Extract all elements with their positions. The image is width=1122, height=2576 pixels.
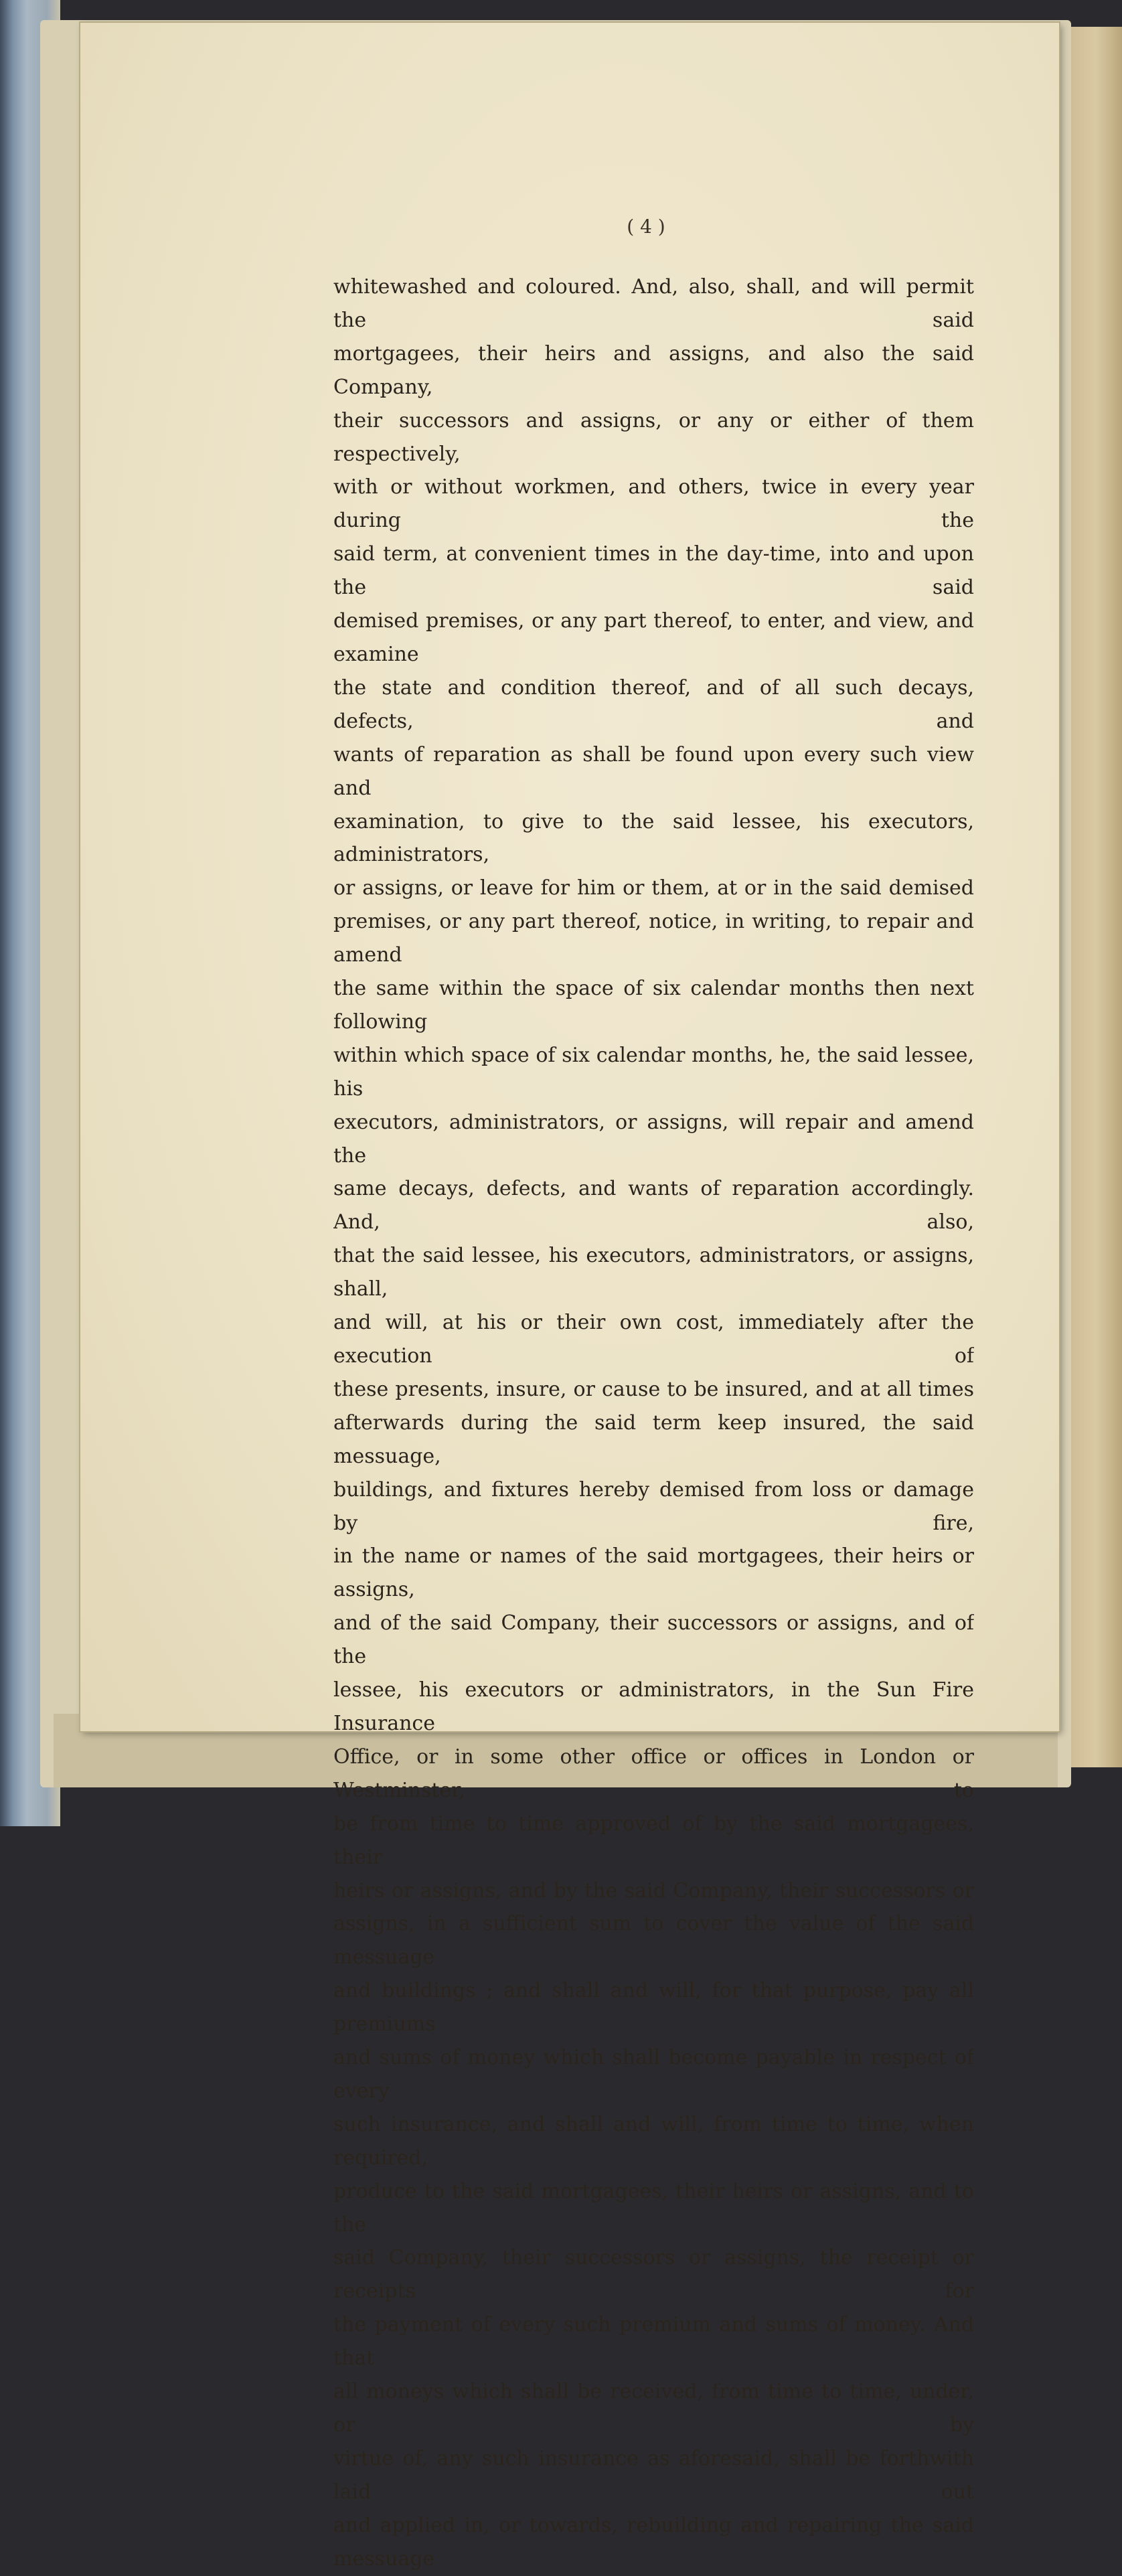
- text-line-content: said Company, their successors or assigns, the receipt or receipts for: [333, 2246, 974, 2304]
- text-line-content: such insurance, and shall and will, from time to time, when required,: [333, 2112, 974, 2170]
- text-line-content: within which space of six calendar months, he, the said lessee, his: [333, 1043, 974, 1101]
- text-line: [333, 805, 974, 872]
- text-line-content: the state and condition thereof, and of all such decays, defects, and: [333, 675, 974, 733]
- text-line: [333, 1807, 974, 1874]
- text-line: [333, 1406, 974, 1473]
- text-line: [333, 1907, 974, 1974]
- text-line-content: lessee, his executors or administrators, in the Sun Fire Insurance: [333, 1678, 974, 1735]
- text-line: [333, 2509, 974, 2576]
- text-line-content: examination, to give to the said lessee, his executors, administrators,: [333, 809, 974, 867]
- text-line: [333, 905, 974, 972]
- text-line-content: assigns, in a sufficient sum to cover the value of the said messuage: [333, 1912, 974, 1969]
- text-line: [333, 1874, 974, 1908]
- text-line: [333, 2041, 974, 2108]
- text-line-content: or assigns, or leave for him or them, at or in the said demised: [333, 876, 974, 900]
- text-line: [333, 1239, 974, 1306]
- text-line-content: all moneys which shall be received, from time to time, under, or by: [333, 2380, 974, 2437]
- text-line-content: and will, at his or their own cost, immediately after the execution of: [333, 1311, 974, 1368]
- page-number: ( 4 ): [627, 216, 665, 238]
- text-line: [333, 538, 974, 605]
- text-line: [333, 1373, 974, 1406]
- text-line-content: that the said lessee, his executors, administrators, or assigns, shall,: [333, 1244, 974, 1301]
- text-line: [333, 270, 974, 337]
- text-line: [333, 404, 974, 471]
- body-text: [333, 270, 974, 2576]
- text-line: [333, 2241, 974, 2308]
- text-line-content: and buildings ; and shall and will, for that purpose, pay all premiums: [333, 1979, 974, 2036]
- text-line-content: premises, or any part thereof, notice, in writing, to repair and amend: [333, 910, 974, 967]
- text-line-content: whitewashed and coloured. And, also, shall, and will permit the said: [333, 275, 974, 332]
- text-line-content: heirs or assigns, and by the said Company, their successors or: [333, 1878, 974, 1903]
- text-line-content: wants of reparation as shall be found upon every such view and: [333, 742, 974, 800]
- text-line-content: demised premises, or any part thereof, to enter, and view, and examine: [333, 609, 974, 666]
- text-line-content: virtue of, any such insurance as aforesaid, shall be forthwith laid out: [333, 2446, 974, 2504]
- text-line-content: Office, or in some other office or offices in London or Westminster, to: [333, 1745, 974, 1802]
- text-line: [333, 671, 974, 738]
- text-line: [333, 1674, 974, 1741]
- text-line-content: executors, administrators, or assigns, will repair and amend the: [333, 1110, 974, 1168]
- text-line-content: be from time to time approved of by the said mortgagees, their: [333, 1812, 974, 1869]
- text-line-content: the same within the space of six calendar months then next following: [333, 977, 974, 1034]
- text-line: [333, 1607, 974, 1674]
- text-line: [333, 1172, 974, 1239]
- text-line: [333, 1106, 974, 1173]
- text-line: [333, 2108, 974, 2175]
- text-line-content: and sums of money which shall become payable in respect of every: [333, 2046, 974, 2103]
- text-line: [333, 1974, 974, 2041]
- text-line-content: mortgagees, their heirs and assigns, and also the said Company,: [333, 341, 974, 399]
- text-line: [333, 2442, 974, 2509]
- text-line: [333, 1540, 974, 1607]
- text-line: [333, 972, 974, 1039]
- text-line-content: and of the said Company, their successors or assigns, and of the: [333, 1611, 974, 1669]
- text-line-content: with or without workmen, and others, twice in every year during the: [333, 475, 974, 533]
- text-line-content: produce to the said mortgagees, their heirs or assigns, and to the: [333, 2179, 974, 2237]
- text-line: [333, 471, 974, 538]
- text-line-content: buildings, and fixtures hereby demised from loss or damage by fire,: [333, 1477, 974, 1535]
- text-line-content: the payment of every such premium and sums of money. And that: [333, 2313, 974, 2370]
- text-line-content: in the name or names of the said mortgagees, their heirs or assigns,: [333, 1544, 974, 1602]
- text-line-content: their successors and assigns, or any or either of them respectively,: [333, 408, 974, 466]
- text-line-content: and applied in, or towards, rebuilding and repairing the said messuage: [333, 2513, 974, 2571]
- text-line: [333, 1039, 974, 1106]
- text-line: [333, 605, 974, 671]
- text-line-content: these presents, insure, or cause to be insured, and at all times: [333, 1377, 974, 1401]
- text-line: [333, 1306, 974, 1373]
- text-line-content: afterwards during the said term keep insured, the said messuage,: [333, 1411, 974, 1468]
- text-line: [333, 738, 974, 805]
- text-line: [333, 2375, 974, 2442]
- text-line: [333, 1741, 974, 1807]
- text-line: [333, 337, 974, 404]
- text-line: [333, 2308, 974, 2375]
- text-line: [333, 872, 974, 905]
- text-line-content: same decays, defects, and wants of reparation accordingly. And, also,: [333, 1177, 974, 1234]
- text-line-content: said term, at convenient times in the day-time, into and upon the said: [333, 542, 974, 600]
- text-line: [333, 1473, 974, 1540]
- text-line: [333, 2175, 974, 2242]
